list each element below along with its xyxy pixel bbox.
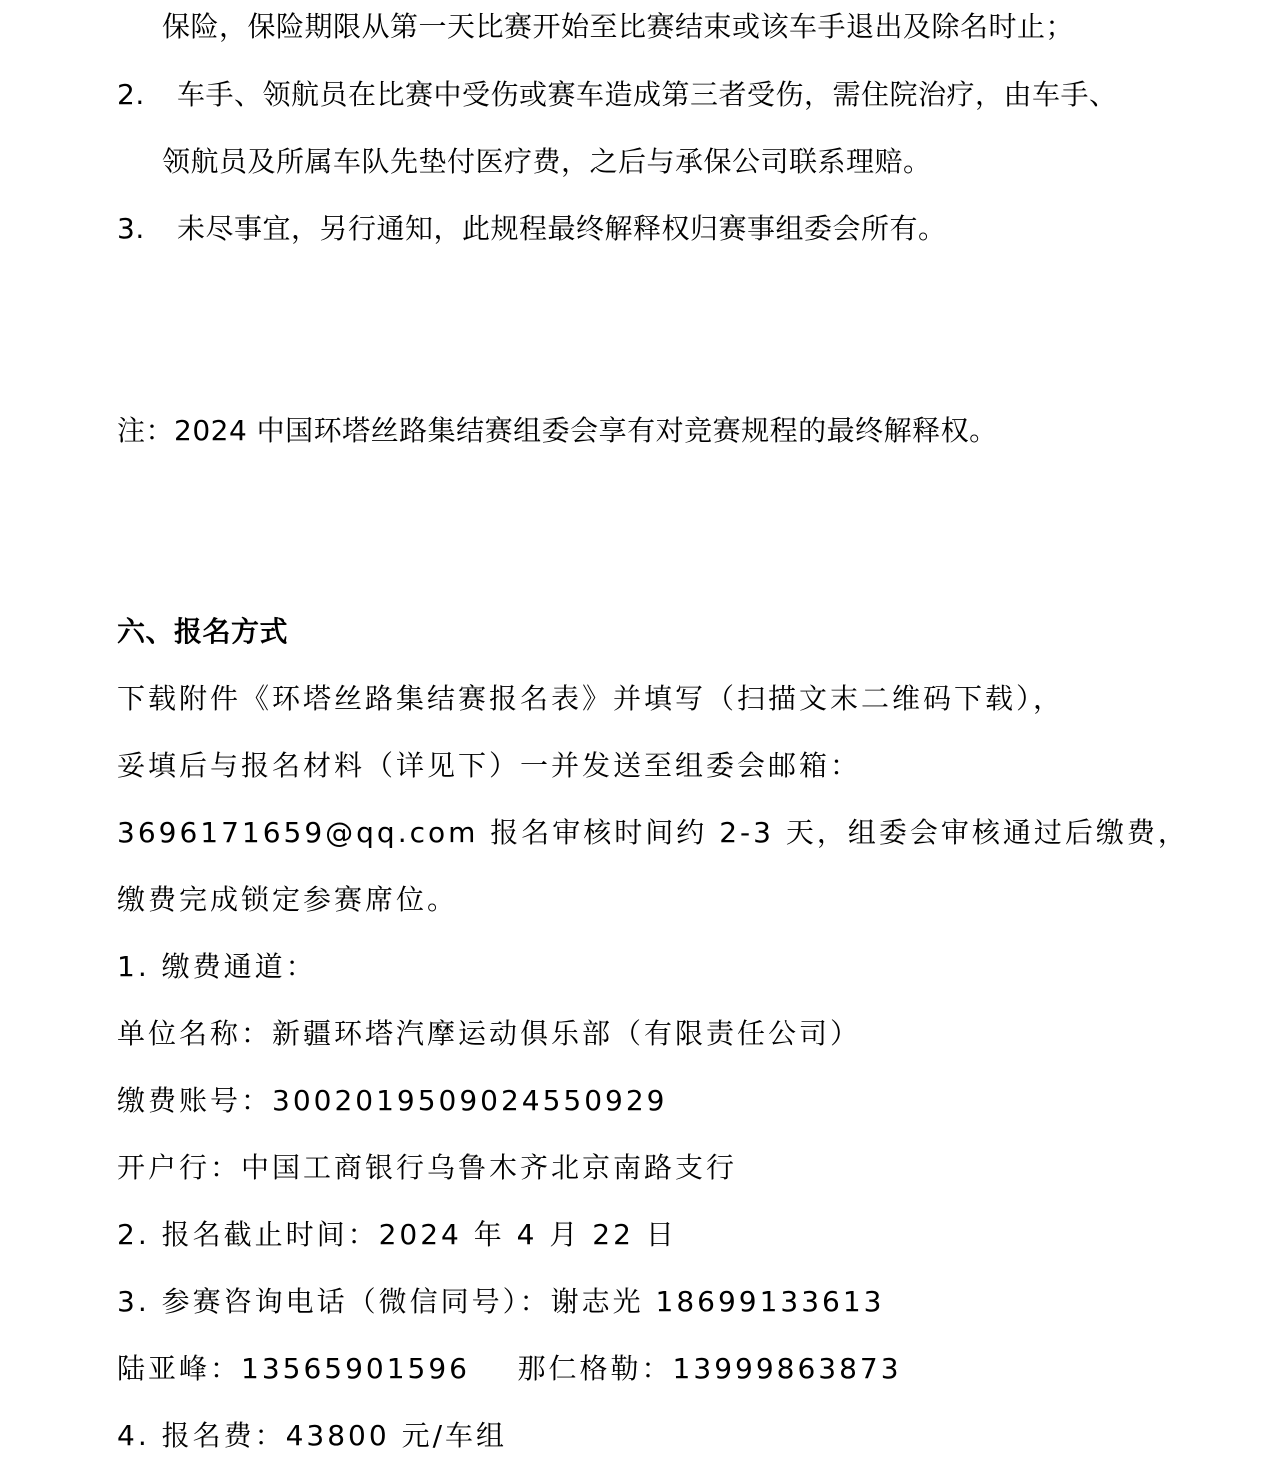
list-item-number: 3. [117, 212, 145, 245]
list-item-3 [117, 212, 947, 246]
account-number: 缴费账号：3002019509024550929 [117, 1084, 668, 1117]
registration-intro-line-2: 妥填后与报名材料（详见下）一并发送至组委会邮箱： [117, 749, 862, 782]
registration-deadline: 2. 报名截止时间：2024 年 4 月 22 日 [117, 1218, 677, 1251]
list-item-text: 未尽事宜，另行通知，此规程最终解释权归赛事组委会所有。 [177, 212, 947, 245]
list-item-text: 车手、领航员在比赛中受伤或赛车造成第三者受伤，需住院治疗，由车手、 [177, 78, 1118, 111]
insurance-continuation: 保险，保险期限从第一天比赛开始至比赛结束或该车手退出及除名时止； [162, 10, 1075, 43]
registration-intro-line-3: 3696171659@qq.com 报名审核时间约 2-3 天，组委会审核通过后缴费， [117, 816, 1189, 849]
contact-line-1: 3. 参赛咨询电话（微信同号）：谢志光 18699133613 [117, 1285, 885, 1318]
list-item-number: 2. [117, 78, 145, 111]
registration-intro-line-1: 下载附件《环塔丝路集结赛报名表》并填写（扫描文末二维码下载）， [117, 682, 1065, 715]
registration-fee: 4. 报名费：43800 元/车组 [117, 1419, 508, 1452]
list-item-2 [117, 78, 1118, 112]
section-heading: 六、报名方式 [117, 615, 289, 648]
bank-name: 开户行：中国工商银行乌鲁木齐北京南路支行 [117, 1151, 738, 1184]
list-item-2-continuation: 领航员及所属车队先垫付医疗费，之后与承保公司联系理赔。 [162, 145, 932, 178]
company-name: 单位名称：新疆环塔汽摩运动俱乐部（有限责任公司） [117, 1017, 862, 1050]
payment-channel: 1. 缴费通道： [117, 950, 317, 983]
note-text: 注：2024 中国环塔丝路集结赛组委会享有对竞赛规程的最终解释权。 [117, 414, 998, 447]
contact-line-2: 陆亚峰：13565901596 那仁格勒：13999863873 [117, 1352, 902, 1385]
registration-intro-line-4: 缴费完成锁定参赛席位。 [117, 883, 459, 916]
